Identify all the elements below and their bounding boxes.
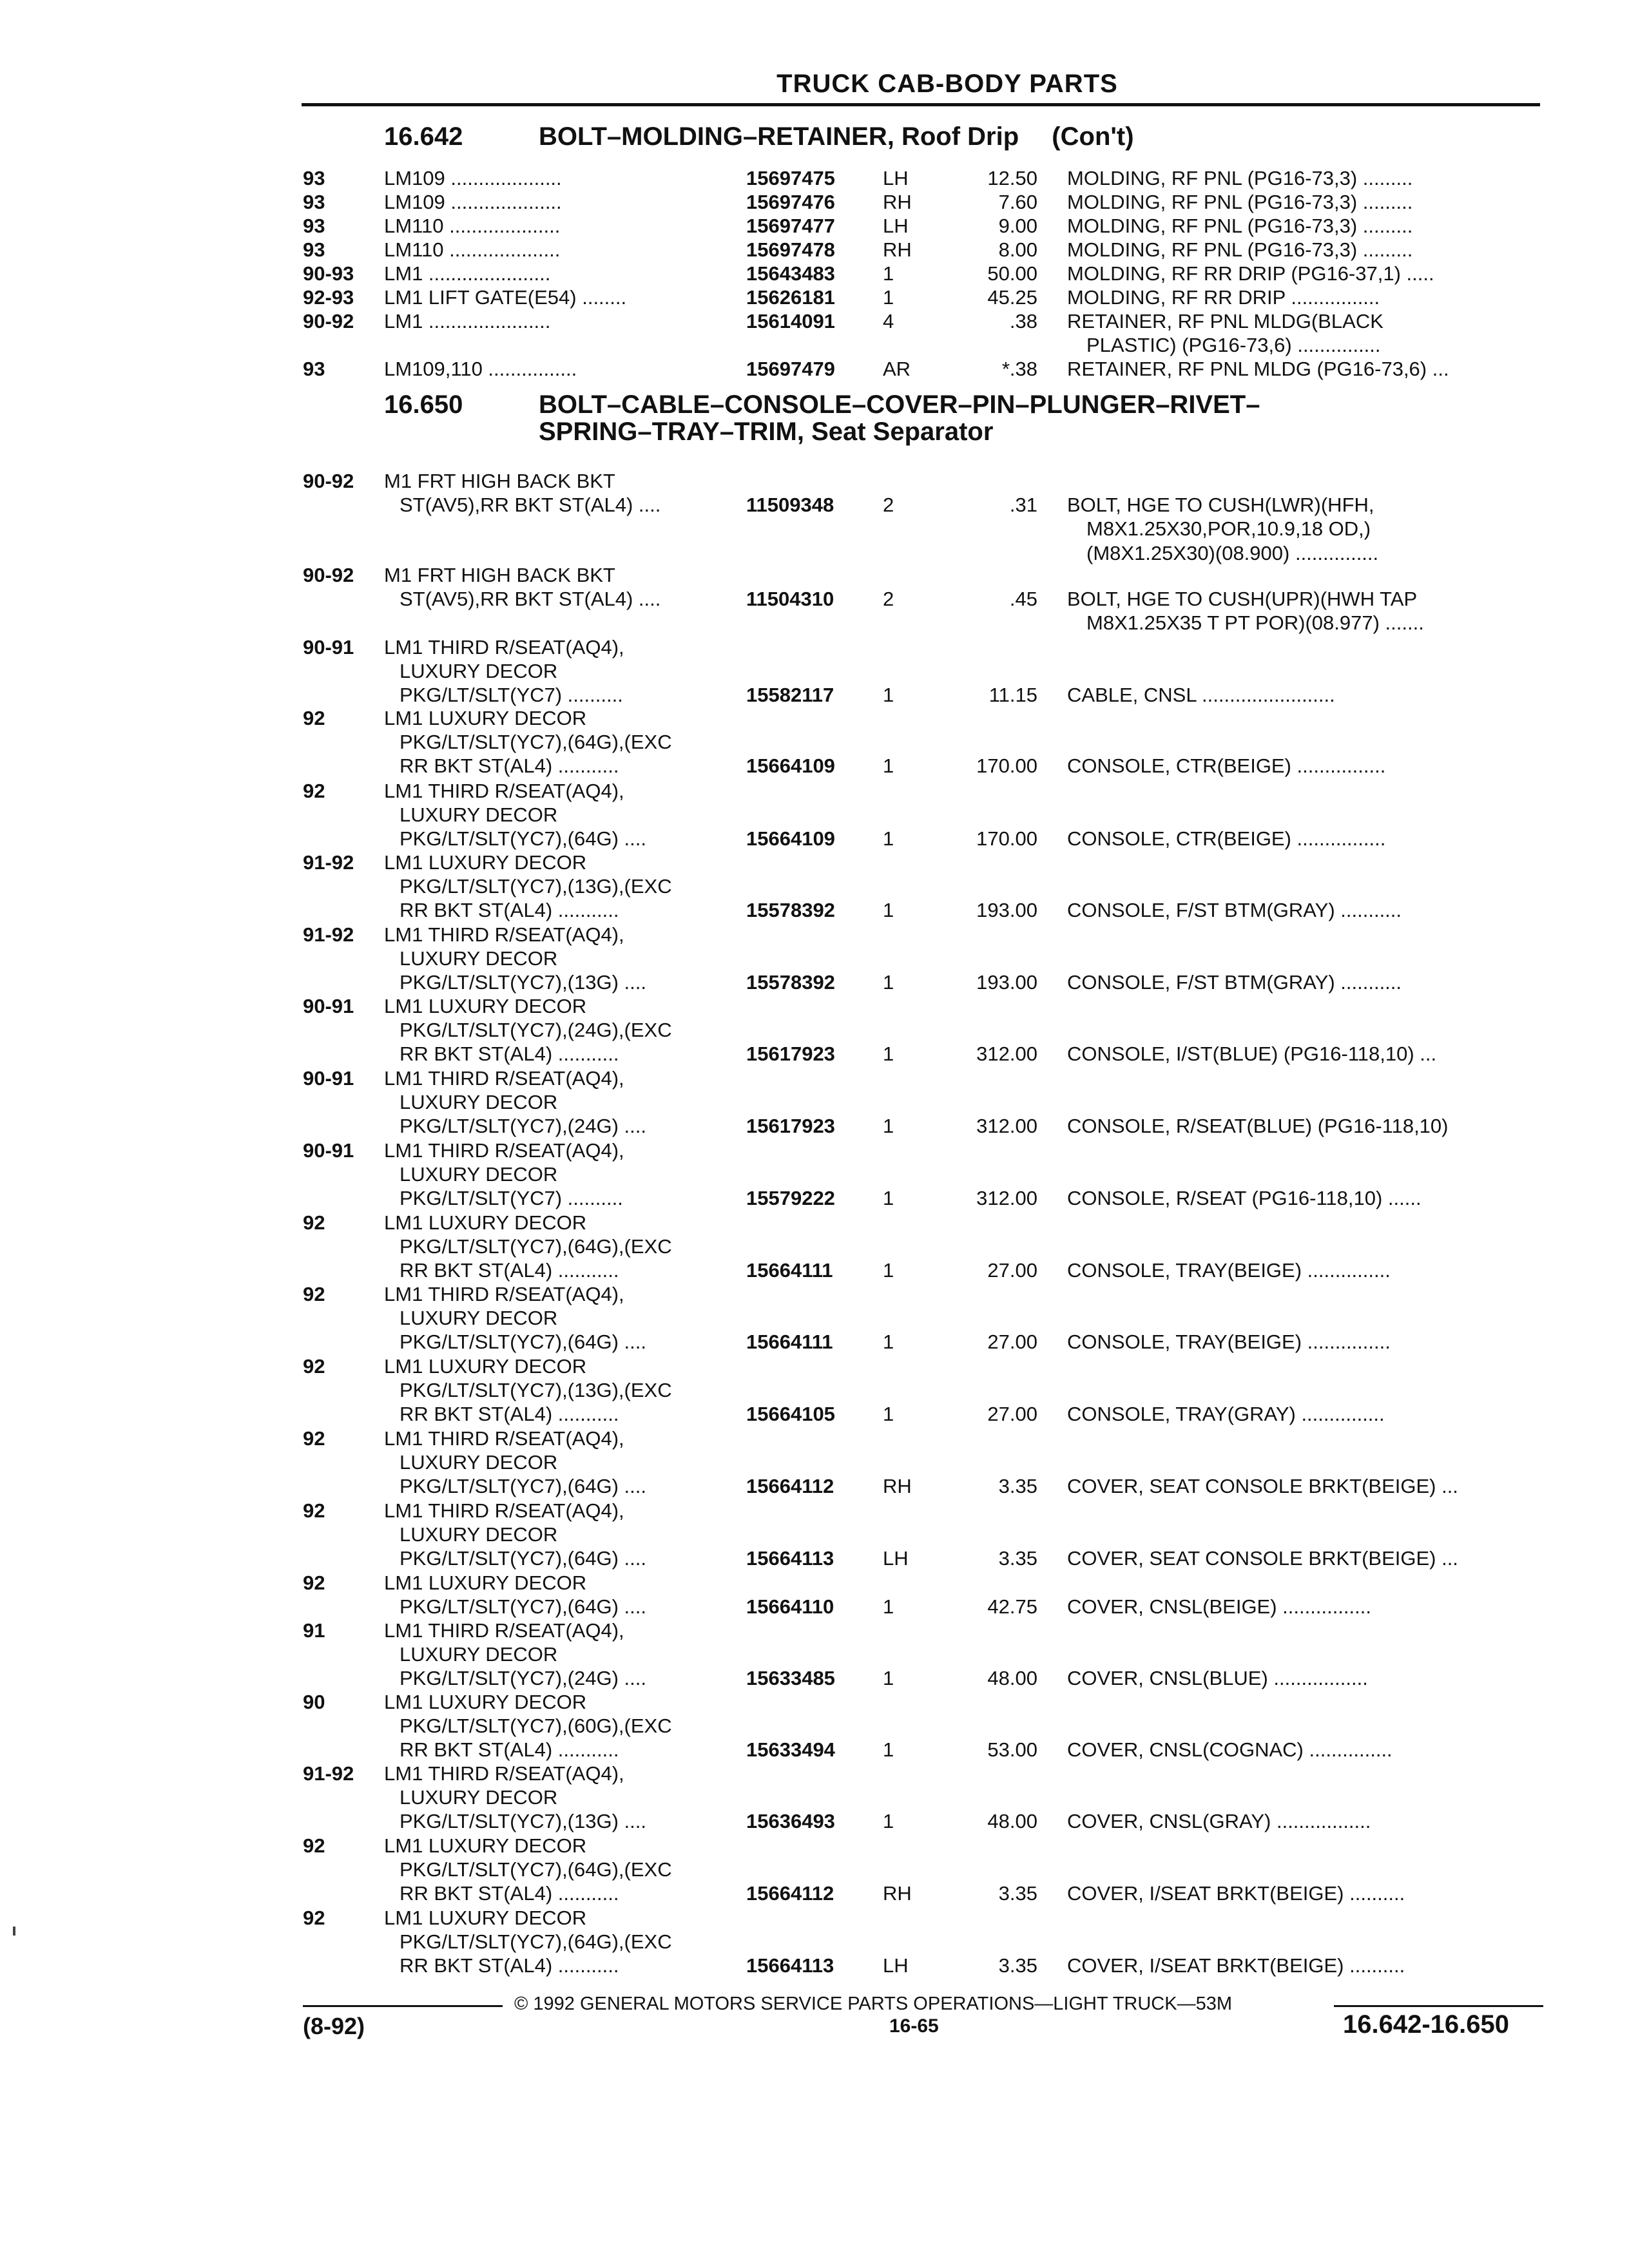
section-subtitle: Roof Drip xyxy=(901,122,1019,151)
part-number: 15697478 xyxy=(746,238,835,261)
quantity: 1 xyxy=(883,1115,894,1138)
model-year: 90-92 xyxy=(303,564,354,586)
unit-price: 11.15 xyxy=(988,684,1037,707)
quantity: 1 xyxy=(883,1331,894,1354)
application-line: LM1 THIRD R/SEAT(AQ4), xyxy=(384,1619,624,1642)
quantity: AR xyxy=(883,358,911,380)
application-line: LUXURY DECOR xyxy=(400,1786,558,1809)
part-number: 15582117 xyxy=(746,684,834,707)
part-description: BOLT, HGE TO CUSH(UPR)(HWH TAP xyxy=(1067,588,1418,611)
part-description: RETAINER, RF PNL MLDG(BLACK xyxy=(1067,310,1383,332)
application-line: PKG/LT/SLT(YC7),(24G) .... xyxy=(400,1115,646,1138)
part-description: CONSOLE, R/SEAT(BLUE) (PG16-118,10) xyxy=(1067,1115,1449,1138)
section-continued: (Con't) xyxy=(1052,122,1134,151)
quantity: 1 xyxy=(883,1259,894,1282)
part-description: COVER, I/SEAT BRKT(BEIGE) .......... xyxy=(1067,1882,1405,1905)
application-line: LM1 THIRD R/SEAT(AQ4), xyxy=(384,636,624,658)
part-number: 15664113 xyxy=(746,1954,834,1977)
application-line: LM1 LUXURY DECOR xyxy=(384,1691,587,1713)
model-year: 90-91 xyxy=(303,636,354,658)
application-line: PKG/LT/SLT(YC7),(13G),(EXC xyxy=(400,875,672,898)
quantity: 1 xyxy=(883,827,894,850)
model-year: 92 xyxy=(303,780,325,802)
application-line: PKG/LT/SLT(YC7),(64G) .... xyxy=(400,827,646,850)
unit-price: *.38 xyxy=(1001,358,1037,380)
section-title-main: SPRING–TRAY–TRIM, xyxy=(539,418,804,446)
unit-price: 27.00 xyxy=(987,1331,1037,1354)
quantity: 4 xyxy=(883,310,894,332)
application-line: LM110 .................... xyxy=(384,215,561,237)
model-year: 90-92 xyxy=(303,470,354,492)
part-number: 15697479 xyxy=(746,358,835,380)
part-number: 15697475 xyxy=(746,167,835,189)
application-line: LUXURY DECOR xyxy=(400,1523,558,1546)
unit-price: 312.00 xyxy=(976,1043,1037,1066)
part-description: M8X1.25X30,POR,10.9,18 OD,) xyxy=(1086,517,1371,541)
quantity: RH xyxy=(883,1882,912,1905)
section-title-main: BOLT–MOLDING–RETAINER, xyxy=(539,122,894,151)
application-line: PKG/LT/SLT(YC7),(64G),(EXC xyxy=(400,1235,672,1258)
section-code: 16.642 xyxy=(384,122,463,151)
quantity: 1 xyxy=(883,754,894,778)
application-line: LM110 .................... xyxy=(384,238,561,261)
application-line: PKG/LT/SLT(YC7),(13G),(EXC xyxy=(400,1379,672,1402)
part-number: 15636493 xyxy=(746,1810,835,1833)
model-year: 92 xyxy=(303,707,325,729)
unit-price: 53.00 xyxy=(987,1738,1037,1762)
application-line: LM1 LUXURY DECOR xyxy=(384,1355,587,1378)
unit-price: 50.00 xyxy=(987,262,1037,285)
part-number: 15578392 xyxy=(746,971,835,994)
quantity: 1 xyxy=(883,1810,894,1833)
model-year: 92 xyxy=(303,1427,325,1450)
unit-price: 193.00 xyxy=(976,971,1037,994)
model-year: 90-91 xyxy=(303,995,354,1017)
application-line: PKG/LT/SLT(YC7),(13G) .... xyxy=(400,1810,646,1833)
part-description: CONSOLE, CTR(BEIGE) ................ xyxy=(1067,827,1386,850)
quantity: 1 xyxy=(883,684,894,707)
unit-price: 27.00 xyxy=(987,1403,1037,1426)
page-header-title: TRUCK CAB-BODY PARTS xyxy=(776,70,1118,98)
section-subtitle: Seat Separator xyxy=(811,418,994,446)
part-description: COVER, I/SEAT BRKT(BEIGE) .......... xyxy=(1067,1954,1405,1977)
part-description: COVER, CNSL(BLUE) ................. xyxy=(1067,1667,1368,1690)
application-line: RR BKT ST(AL4) ........... xyxy=(400,1882,619,1905)
part-number: 15633485 xyxy=(746,1667,835,1690)
model-year: 91-92 xyxy=(303,923,354,946)
quantity: 1 xyxy=(883,899,894,922)
quantity: LH xyxy=(883,167,909,189)
part-number: 15626181 xyxy=(746,286,835,309)
application-line: PKG/LT/SLT(YC7),(64G) .... xyxy=(400,1595,646,1619)
application-line: LM1 ...................... xyxy=(384,310,551,332)
section-code: 16.650 xyxy=(384,390,463,419)
model-year: 92 xyxy=(303,1834,325,1857)
part-description: CONSOLE, R/SEAT (PG16-118,10) ...... xyxy=(1067,1187,1422,1210)
scan-artifact-mark xyxy=(13,1927,15,1936)
part-number: 15664109 xyxy=(746,754,835,778)
application-line: LM1 THIRD R/SEAT(AQ4), xyxy=(384,1067,624,1090)
part-description: CONSOLE, I/ST(BLUE) (PG16-118,10) ... xyxy=(1067,1043,1437,1066)
model-year: 90-91 xyxy=(303,1067,354,1090)
model-year: 92 xyxy=(303,1211,325,1234)
application-line: M1 FRT HIGH BACK BKT xyxy=(384,564,615,586)
part-number: 15633494 xyxy=(746,1738,835,1762)
application-line: LM1 THIRD R/SEAT(AQ4), xyxy=(384,1139,624,1162)
application-line: RR BKT ST(AL4) ........... xyxy=(400,899,619,922)
application-line: LM109 .................... xyxy=(384,191,562,213)
part-description: CABLE, CNSL ........................ xyxy=(1067,684,1335,707)
application-line: LUXURY DECOR xyxy=(400,660,558,683)
application-line: PKG/LT/SLT(YC7),(64G),(EXC xyxy=(400,1930,672,1954)
unit-price: 312.00 xyxy=(976,1187,1037,1210)
quantity: 2 xyxy=(883,494,894,517)
application-line: RR BKT ST(AL4) ........... xyxy=(400,754,619,778)
application-line: LUXURY DECOR xyxy=(400,1643,558,1666)
application-line: RR BKT ST(AL4) ........... xyxy=(400,1043,619,1066)
application-line: RR BKT ST(AL4) ........... xyxy=(400,1403,619,1426)
unit-price: 7.60 xyxy=(998,191,1037,213)
application-line: M1 FRT HIGH BACK BKT xyxy=(384,470,615,492)
application-line: LM1 THIRD R/SEAT(AQ4), xyxy=(384,1283,624,1305)
application-line: PKG/LT/SLT(YC7),(64G) .... xyxy=(400,1547,646,1570)
model-year: 92 xyxy=(303,1355,325,1378)
part-description: PLASTIC) (PG16-73,6) ............... xyxy=(1086,334,1381,357)
unit-price: 48.00 xyxy=(987,1810,1037,1833)
application-line: RR BKT ST(AL4) ........... xyxy=(400,1738,619,1762)
application-line: PKG/LT/SLT(YC7),(24G) .... xyxy=(400,1667,646,1690)
part-description: CONSOLE, F/ST BTM(GRAY) ........... xyxy=(1067,971,1402,994)
quantity: 1 xyxy=(883,1595,894,1619)
application-line: LM1 LUXURY DECOR xyxy=(384,851,587,874)
application-line: LM1 THIRD R/SEAT(AQ4), xyxy=(384,1499,624,1522)
model-year: 93 xyxy=(303,358,325,380)
part-description: MOLDING, RF PNL (PG16-73,3) ......... xyxy=(1067,191,1413,213)
application-line: PKG/LT/SLT(YC7) .......... xyxy=(400,1187,623,1210)
quantity: 1 xyxy=(883,1187,894,1210)
model-year: 91 xyxy=(303,1619,325,1642)
quantity: 1 xyxy=(883,1403,894,1426)
application-line: LUXURY DECOR xyxy=(400,1163,558,1186)
quantity: 1 xyxy=(883,286,894,309)
application-line: LUXURY DECOR xyxy=(400,1307,558,1330)
application-line: PKG/LT/SLT(YC7),(13G) .... xyxy=(400,971,646,994)
quantity: LH xyxy=(883,215,909,237)
unit-price: 27.00 xyxy=(987,1259,1037,1282)
footer-section-range: 16.642-16.650 xyxy=(1343,2010,1510,2039)
application-line: LUXURY DECOR xyxy=(400,1451,558,1474)
part-number: 15664109 xyxy=(746,827,835,850)
application-line: LM1 THIRD R/SEAT(AQ4), xyxy=(384,1762,624,1785)
application-line: LM109 .................... xyxy=(384,167,562,189)
unit-price: 193.00 xyxy=(976,899,1037,922)
application-line: PKG/LT/SLT(YC7),(64G),(EXC xyxy=(400,1858,672,1881)
model-year: 93 xyxy=(303,215,325,237)
part-description: CONSOLE, TRAY(BEIGE) ............... xyxy=(1067,1331,1391,1354)
quantity: 1 xyxy=(883,971,894,994)
quantity: LH xyxy=(883,1954,909,1977)
part-description: MOLDING, RF PNL (PG16-73,3) ......... xyxy=(1067,167,1413,189)
unit-price: 3.35 xyxy=(998,1475,1037,1498)
model-year: 93 xyxy=(303,191,325,213)
unit-price: 3.35 xyxy=(998,1954,1037,1977)
section-heading-16-642 xyxy=(384,122,1544,153)
application-line: LM1 LUXURY DECOR xyxy=(384,1834,587,1857)
model-year: 91-92 xyxy=(303,851,354,874)
application-line: PKG/LT/SLT(YC7),(64G) .... xyxy=(400,1475,646,1498)
unit-price: .31 xyxy=(1009,494,1037,517)
part-number: 15614091 xyxy=(746,310,835,332)
application-line: RR BKT ST(AL4) ........... xyxy=(400,1259,619,1282)
footer-copyright: © 1992 GENERAL MOTORS SERVICE PARTS OPERATIONS—LIGHT TRUCK—53M xyxy=(514,1994,1232,2014)
header-rule xyxy=(302,103,1540,106)
part-number: 15579222 xyxy=(746,1187,835,1210)
application-line: LUXURY DECOR xyxy=(400,803,558,827)
part-description: CONSOLE, TRAY(GRAY) ............... xyxy=(1067,1403,1385,1426)
unit-price: 3.35 xyxy=(998,1547,1037,1570)
quantity: 1 xyxy=(883,262,894,285)
unit-price: .38 xyxy=(1009,310,1037,332)
model-year: 91-92 xyxy=(303,1762,354,1785)
unit-price: 12.50 xyxy=(987,167,1037,189)
quantity: LH xyxy=(883,1547,909,1570)
part-description: MOLDING, RF PNL (PG16-73,3) ......... xyxy=(1067,215,1413,237)
application-line: LM1 LUXURY DECOR xyxy=(384,1571,587,1594)
part-description: (M8X1.25X30)(08.900) ............... xyxy=(1086,541,1379,564)
model-year: 90-91 xyxy=(303,1139,354,1162)
model-year: 92 xyxy=(303,1283,325,1305)
part-description: BOLT, HGE TO CUSH(LWR)(HFH, xyxy=(1067,494,1374,517)
part-description: MOLDING, RF RR DRIP ................ xyxy=(1067,286,1380,309)
application-line: RR BKT ST(AL4) ........... xyxy=(400,1954,619,1977)
model-year: 90-93 xyxy=(303,262,354,285)
application-line: LM1 LUXURY DECOR xyxy=(384,707,587,729)
application-line: PKG/LT/SLT(YC7),(24G),(EXC xyxy=(400,1019,672,1042)
application-line: PKG/LT/SLT(YC7),(64G) .... xyxy=(400,1331,646,1354)
footer-rule-left xyxy=(303,2005,503,2007)
unit-price: 8.00 xyxy=(998,238,1037,261)
part-description: CONSOLE, CTR(BEIGE) ................ xyxy=(1067,754,1386,778)
quantity: 1 xyxy=(883,1043,894,1066)
model-year: 93 xyxy=(303,167,325,189)
unit-price: 48.00 xyxy=(987,1667,1037,1690)
model-year: 90-92 xyxy=(303,310,354,332)
part-description: CONSOLE, TRAY(BEIGE) ............... xyxy=(1067,1259,1391,1282)
quantity: RH xyxy=(883,191,912,213)
application-line: PKG/LT/SLT(YC7) .......... xyxy=(400,684,623,707)
section-heading-16-650 xyxy=(384,390,1544,448)
unit-price: 9.00 xyxy=(998,215,1037,237)
part-description: COVER, SEAT CONSOLE BRKT(BEIGE) ... xyxy=(1067,1475,1458,1498)
footer-page-number: 16-65 xyxy=(889,2015,939,2037)
part-description: MOLDING, RF PNL (PG16-73,3) ......... xyxy=(1067,238,1413,261)
part-number: 15664110 xyxy=(746,1595,834,1619)
model-year: 92 xyxy=(303,1907,325,1929)
application-line: LUXURY DECOR xyxy=(400,947,558,970)
application-line: LM1 THIRD R/SEAT(AQ4), xyxy=(384,923,624,946)
application-line: ST(AV5),RR BKT ST(AL4) .... xyxy=(400,494,661,517)
part-description: M8X1.25X35 T PT POR)(08.977) ....... xyxy=(1086,611,1424,635)
application-line: LUXURY DECOR xyxy=(400,1091,558,1114)
quantity: 1 xyxy=(883,1667,894,1690)
part-number: 15697477 xyxy=(746,215,835,237)
part-number: 15578392 xyxy=(746,899,835,922)
part-description: CONSOLE, F/ST BTM(GRAY) ........... xyxy=(1067,899,1402,922)
model-year: 90 xyxy=(303,1691,325,1713)
model-year: 92-93 xyxy=(303,286,354,309)
part-description: COVER, CNSL(GRAY) ................. xyxy=(1067,1810,1371,1833)
part-description: COVER, CNSL(COGNAC) ............... xyxy=(1067,1738,1393,1762)
part-number: 15664113 xyxy=(746,1547,834,1570)
part-description: COVER, SEAT CONSOLE BRKT(BEIGE) ... xyxy=(1067,1547,1458,1570)
part-number: 11509348 xyxy=(746,494,834,517)
application-line: LM1 THIRD R/SEAT(AQ4), xyxy=(384,780,624,802)
section-title-line1: BOLT–CABLE–CONSOLE–COVER–PIN–PLUNGER–RIVET– xyxy=(539,390,1260,419)
part-number: 15617923 xyxy=(746,1115,835,1138)
quantity: 2 xyxy=(883,588,894,611)
part-number: 15643483 xyxy=(746,262,835,285)
part-number: 15664105 xyxy=(746,1403,835,1426)
unit-price: 42.75 xyxy=(987,1595,1037,1619)
part-description: MOLDING, RF RR DRIP (PG16-37,1) ..... xyxy=(1067,262,1434,285)
section-title xyxy=(539,122,1134,151)
model-year: 92 xyxy=(303,1571,325,1594)
model-year: 93 xyxy=(303,238,325,261)
unit-price: 45.25 xyxy=(987,286,1037,309)
unit-price: 312.00 xyxy=(976,1115,1037,1138)
part-number: 15697476 xyxy=(746,191,835,213)
part-description: RETAINER, RF PNL MLDG (PG16-73,6) ... xyxy=(1067,358,1449,380)
part-number: 15664111 xyxy=(746,1259,833,1282)
application-line: PKG/LT/SLT(YC7),(64G),(EXC xyxy=(400,731,672,754)
part-number: 15617923 xyxy=(746,1043,835,1066)
part-description: COVER, CNSL(BEIGE) ................ xyxy=(1067,1595,1371,1619)
application-line: ST(AV5),RR BKT ST(AL4) .... xyxy=(400,588,661,611)
application-line: LM1 ...................... xyxy=(384,262,551,285)
quantity: RH xyxy=(883,238,912,261)
part-number: 15664112 xyxy=(746,1882,834,1905)
application-line: LM1 LUXURY DECOR xyxy=(384,995,587,1017)
section-title-line2 xyxy=(539,418,993,446)
model-year: 92 xyxy=(303,1499,325,1522)
application-line: LM1 THIRD R/SEAT(AQ4), xyxy=(384,1427,624,1450)
part-number: 11504310 xyxy=(746,588,834,611)
application-line: PKG/LT/SLT(YC7),(60G),(EXC xyxy=(400,1715,672,1738)
part-number: 15664112 xyxy=(746,1475,834,1498)
unit-price: .45 xyxy=(1009,588,1037,611)
quantity: RH xyxy=(883,1475,912,1498)
quantity: 1 xyxy=(883,1738,894,1762)
part-number: 15664111 xyxy=(746,1331,833,1354)
unit-price: 170.00 xyxy=(976,827,1037,850)
application-line: LM1 LUXURY DECOR xyxy=(384,1907,587,1929)
footer-date: (8-92) xyxy=(303,2013,365,2039)
unit-price: 3.35 xyxy=(998,1882,1037,1905)
footer-rule-right xyxy=(1334,2005,1543,2007)
application-line: LM1 LUXURY DECOR xyxy=(384,1211,587,1234)
application-line: LM109,110 ................ xyxy=(384,358,577,380)
application-line: LM1 LIFT GATE(E54) ........ xyxy=(384,286,627,309)
unit-price: 170.00 xyxy=(976,754,1037,778)
